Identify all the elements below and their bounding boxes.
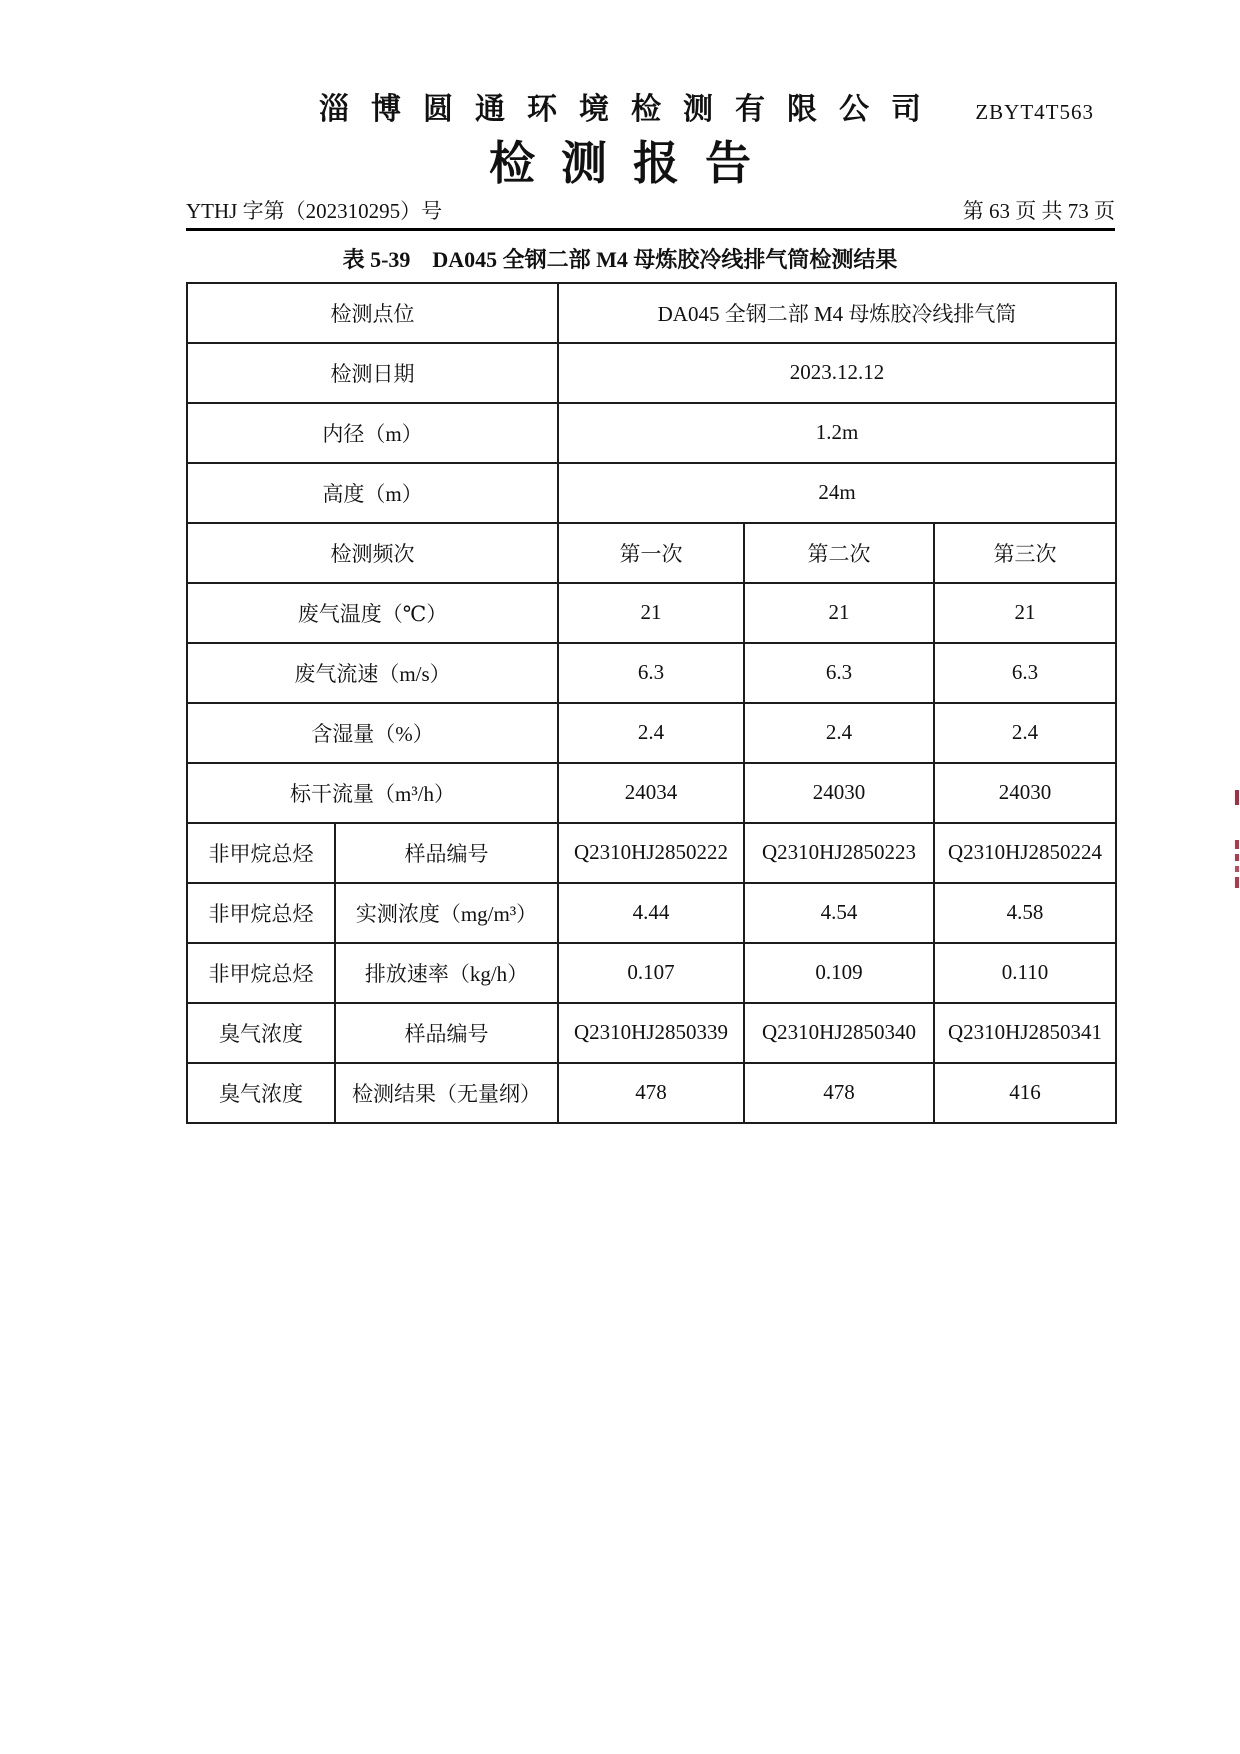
row-label: 废气流速（m/s） <box>187 643 558 703</box>
cell-value: Q2310HJ2850223 <box>744 823 934 883</box>
cell-value: 0.110 <box>934 943 1116 1003</box>
row-label: 检测点位 <box>187 283 558 343</box>
table-row-velocity <box>187 643 1116 703</box>
results-table <box>186 282 1117 1124</box>
param-label: 排放速率（kg/h） <box>335 943 558 1003</box>
company-name: 淄博圆通环境检测有限公司 <box>319 93 943 126</box>
param-label: 检测结果（无量纲） <box>335 1063 558 1123</box>
table-row-date <box>187 343 1116 403</box>
row-label: 废气温度（℃） <box>187 583 558 643</box>
row-value: 1.2m <box>558 403 1116 463</box>
col-header: 第一次 <box>558 523 744 583</box>
cell-value: Q2310HJ2850340 <box>744 1003 934 1063</box>
group-label: 非甲烷总烃 <box>187 943 335 1003</box>
cell-value: 4.58 <box>934 883 1116 943</box>
cell-value: 2.4 <box>744 703 934 763</box>
red-seal-fragment <box>1235 866 1239 872</box>
param-label: 样品编号 <box>335 823 558 883</box>
cell-value: 21 <box>934 583 1116 643</box>
table-row-odor-result <box>187 1063 1116 1123</box>
table-row-odor-sample <box>187 1003 1116 1063</box>
row-value: 2023.12.12 <box>558 343 1116 403</box>
cell-value: 24030 <box>934 763 1116 823</box>
cell-value: Q2310HJ2850222 <box>558 823 744 883</box>
cell-value: Q2310HJ2850341 <box>934 1003 1116 1063</box>
row-label: 标干流量（m³/h） <box>187 763 558 823</box>
red-seal-fragment <box>1235 877 1239 888</box>
row-label: 含湿量（%） <box>187 703 558 763</box>
table-row-temperature <box>187 583 1116 643</box>
cell-value: Q2310HJ2850224 <box>934 823 1116 883</box>
row-label: 检测日期 <box>187 343 558 403</box>
cell-value: 21 <box>744 583 934 643</box>
cell-value: 478 <box>744 1063 934 1123</box>
doc-number: YTHJ 字第（202310295）号 <box>186 198 443 223</box>
group-label: 非甲烷总烃 <box>187 883 335 943</box>
cell-value: Q2310HJ2850339 <box>558 1003 744 1063</box>
table-row-flow <box>187 763 1116 823</box>
row-label: 高度（m） <box>187 463 558 523</box>
table-row-point <box>187 283 1116 343</box>
table-title: 表 5-39 DA045 全钢二部 M4 母炼胶冷线排气筒检测结果 <box>342 246 898 272</box>
cell-value: 24030 <box>744 763 934 823</box>
red-seal-fragment <box>1235 790 1239 805</box>
table-row-moisture <box>187 703 1116 763</box>
row-value: DA045 全钢二部 M4 母炼胶冷线排气筒 <box>558 283 1116 343</box>
meta-row <box>186 199 1115 231</box>
header <box>0 0 1240 128</box>
lab-code: ZBYT4T563 <box>975 100 1094 124</box>
cell-value: 478 <box>558 1063 744 1123</box>
group-label: 臭气浓度 <box>187 1003 335 1063</box>
cell-value: 4.54 <box>744 883 934 943</box>
table-row-frequency-header <box>187 523 1116 583</box>
cell-value: 2.4 <box>934 703 1116 763</box>
report-title: 检测报告 <box>489 138 777 189</box>
table-row-nmhc-sample <box>187 823 1116 883</box>
cell-value: 2.4 <box>558 703 744 763</box>
row-value: 24m <box>558 463 1116 523</box>
cell-value: 24034 <box>558 763 744 823</box>
cell-value: 4.44 <box>558 883 744 943</box>
cell-value: 6.3 <box>744 643 934 703</box>
col-header: 第三次 <box>934 523 1116 583</box>
cell-value: 0.109 <box>744 943 934 1003</box>
row-label: 检测频次 <box>187 523 558 583</box>
group-label: 非甲烷总烃 <box>187 823 335 883</box>
table-row-height <box>187 463 1116 523</box>
param-label: 实测浓度（mg/m³） <box>335 883 558 943</box>
page-info: 第 63 页 共 73 页 <box>962 198 1115 223</box>
cell-value: 6.3 <box>934 643 1116 703</box>
cell-value: 416 <box>934 1063 1116 1123</box>
table-row-nmhc-concentration <box>187 883 1116 943</box>
cell-value: 6.3 <box>558 643 744 703</box>
cell-value: 0.107 <box>558 943 744 1003</box>
col-header: 第二次 <box>744 523 934 583</box>
red-seal-fragment <box>1235 840 1239 849</box>
red-seal-fragment <box>1235 854 1239 861</box>
param-label: 样品编号 <box>335 1003 558 1063</box>
row-label: 内径（m） <box>187 403 558 463</box>
group-label: 臭气浓度 <box>187 1063 335 1123</box>
cell-value: 21 <box>558 583 744 643</box>
table-row-nmhc-rate <box>187 943 1116 1003</box>
table-row-diameter <box>187 403 1116 463</box>
